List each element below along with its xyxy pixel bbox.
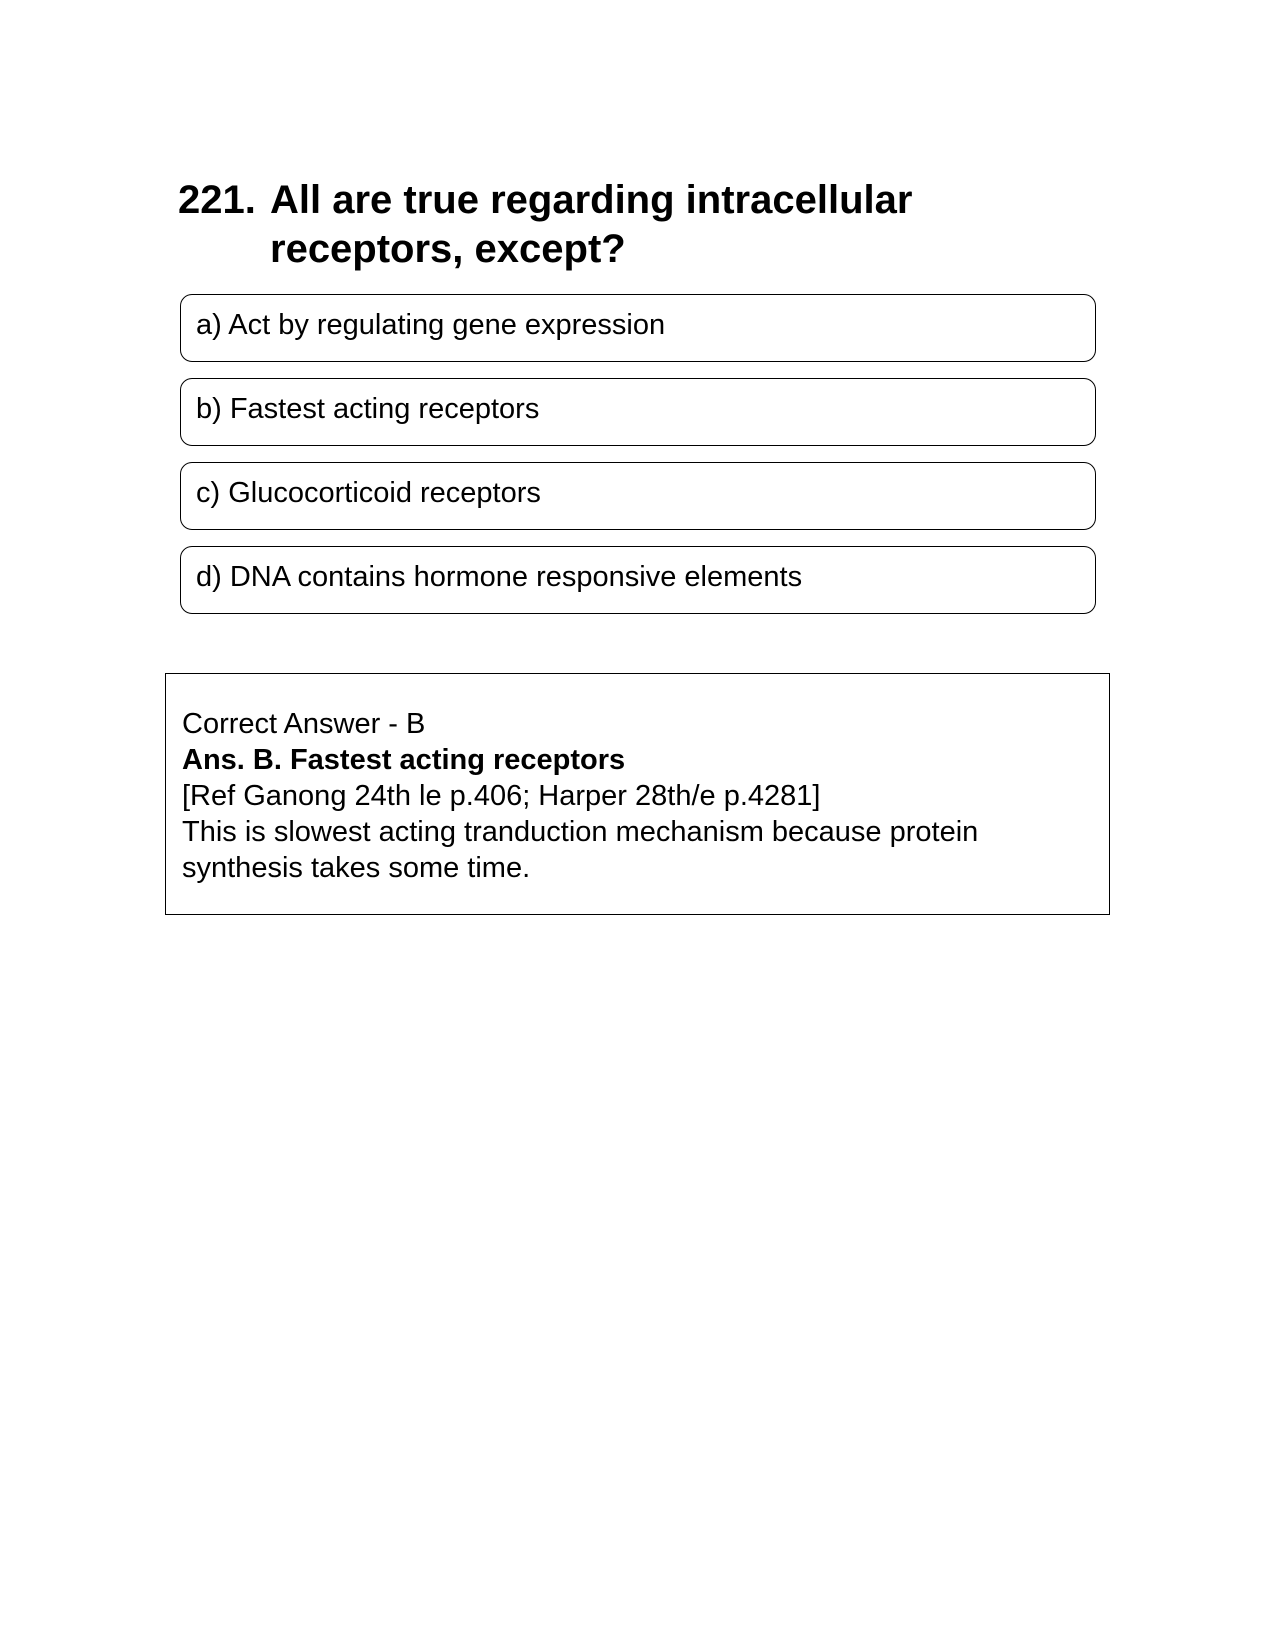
option-a[interactable]: a) Act by regulating gene expression xyxy=(180,294,1096,362)
options-list xyxy=(180,294,1096,630)
option-c[interactable]: c) Glucocorticoid receptors xyxy=(180,462,1096,530)
answer-box xyxy=(165,673,1110,915)
question-heading xyxy=(178,176,1078,274)
option-b[interactable]: b) Fastest acting receptors xyxy=(180,378,1096,446)
question-number: 221. xyxy=(178,178,256,222)
answer-reference: [Ref Ganong 24th le p.406; Harper 28th/e p.4281] xyxy=(182,780,821,812)
question-text: All are true regarding intracellular receptors, except? xyxy=(270,178,913,271)
answer-explanation: This is slowest acting tranduction mechanism because protein synthesis takes some time. xyxy=(182,816,979,884)
correct-answer-line: Correct Answer - B xyxy=(182,708,426,740)
option-d[interactable]: d) DNA contains hormone responsive elements xyxy=(180,546,1096,614)
answer-heading: Ans. B. Fastest acting receptors xyxy=(182,744,626,776)
